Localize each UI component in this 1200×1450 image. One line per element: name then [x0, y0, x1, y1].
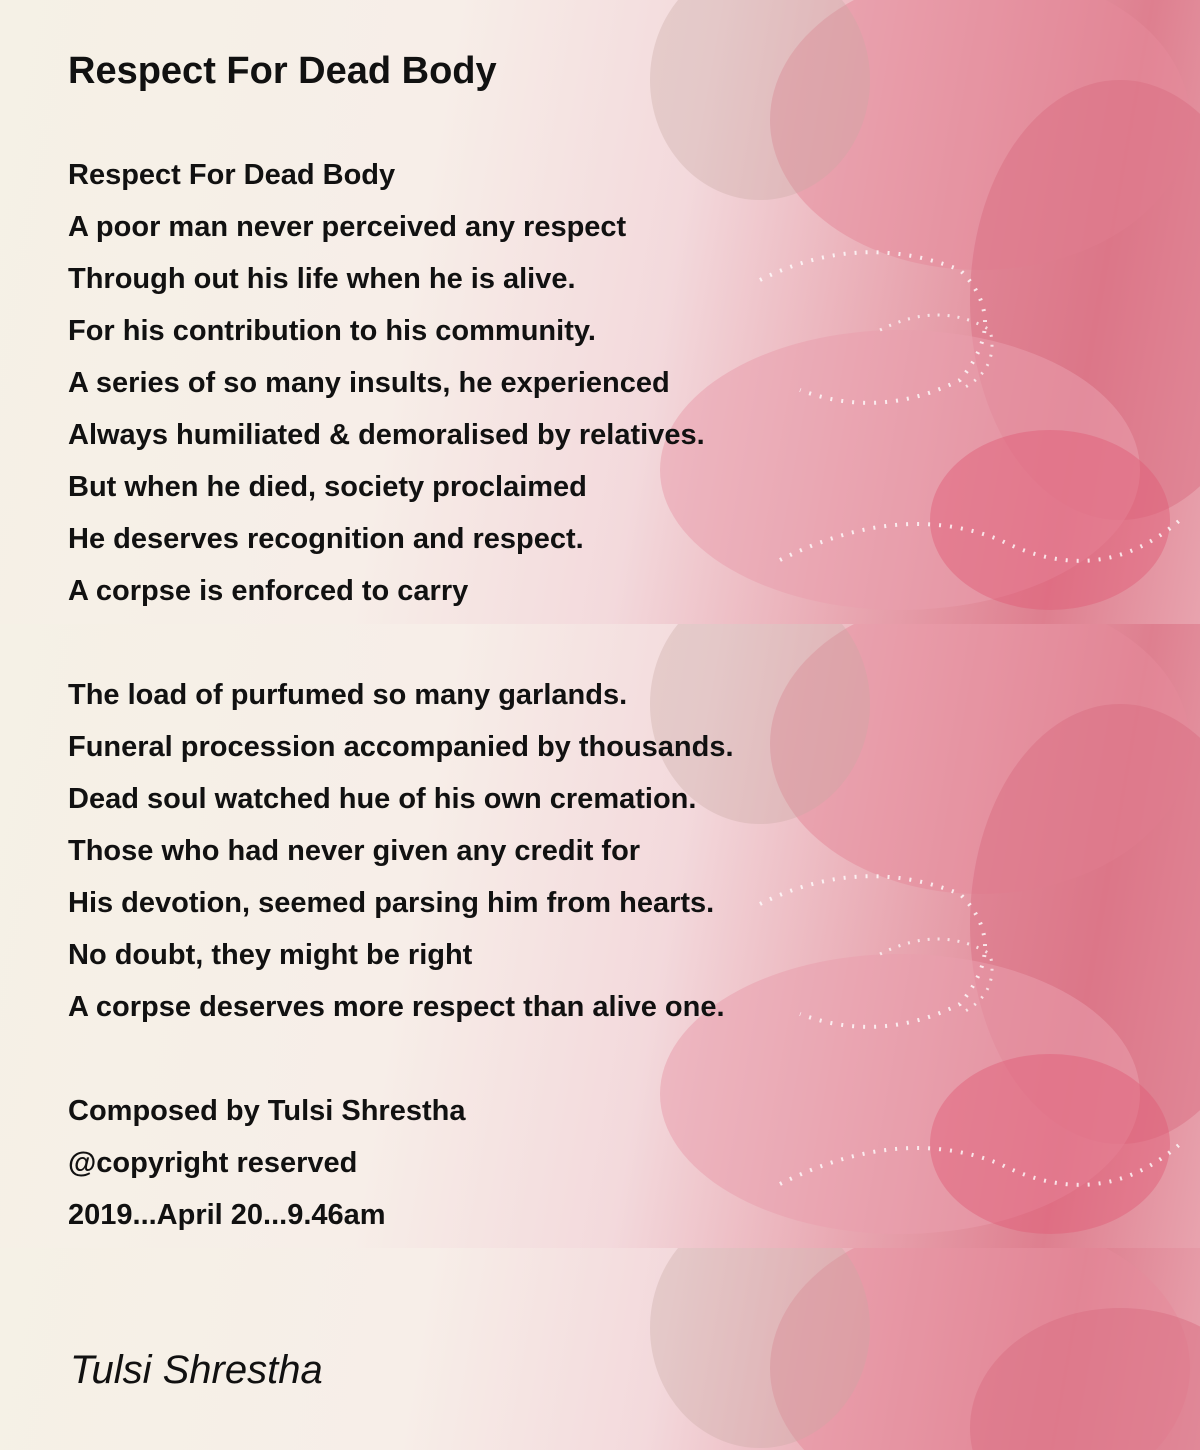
poem-line: A poor man never perceived any respect [68, 211, 627, 243]
author-name: Tulsi Shrestha [70, 1348, 323, 1392]
poem-title: Respect For Dead Body [68, 50, 497, 92]
poem-line: Respect For Dead Body [68, 159, 396, 191]
poem-line: A corpse deserves more respect than alive one. [68, 991, 725, 1023]
poem-line: A corpse is enforced to carry [68, 575, 469, 607]
poem-line: Dead soul watched hue of his own cremation. [68, 783, 697, 815]
poem-line: Always humiliated & demoralised by relatives. [68, 419, 705, 451]
poem-line: Through out his life when he is alive. [68, 263, 576, 295]
poem-line: A series of so many insults, he experienced [68, 367, 670, 399]
poem-line: But when he died, society proclaimed [68, 471, 587, 503]
poem-credits [68, 1085, 465, 1241]
poem-line: For his contribution to his community. [68, 315, 596, 347]
poem-line: Composed by Tulsi Shrestha [68, 1095, 466, 1127]
poem-line: No doubt, they might be right [68, 939, 473, 971]
poem-stanza-1 [68, 149, 705, 617]
poem-line: The load of purfumed so many garlands. [68, 679, 628, 711]
poem-line: He deserves recognition and respect. [68, 523, 584, 555]
poem-line: Funeral procession accompanied by thousands. [68, 731, 734, 763]
poem-line: His devotion, seemed parsing him from hearts. [68, 887, 715, 919]
poem-stanza-2 [68, 669, 734, 1033]
poem-line: 2019...April 20...9.46am [68, 1199, 386, 1231]
poem-line: @copyright reserved [68, 1147, 358, 1179]
poem-line: Those who had never given any credit for [68, 835, 641, 867]
